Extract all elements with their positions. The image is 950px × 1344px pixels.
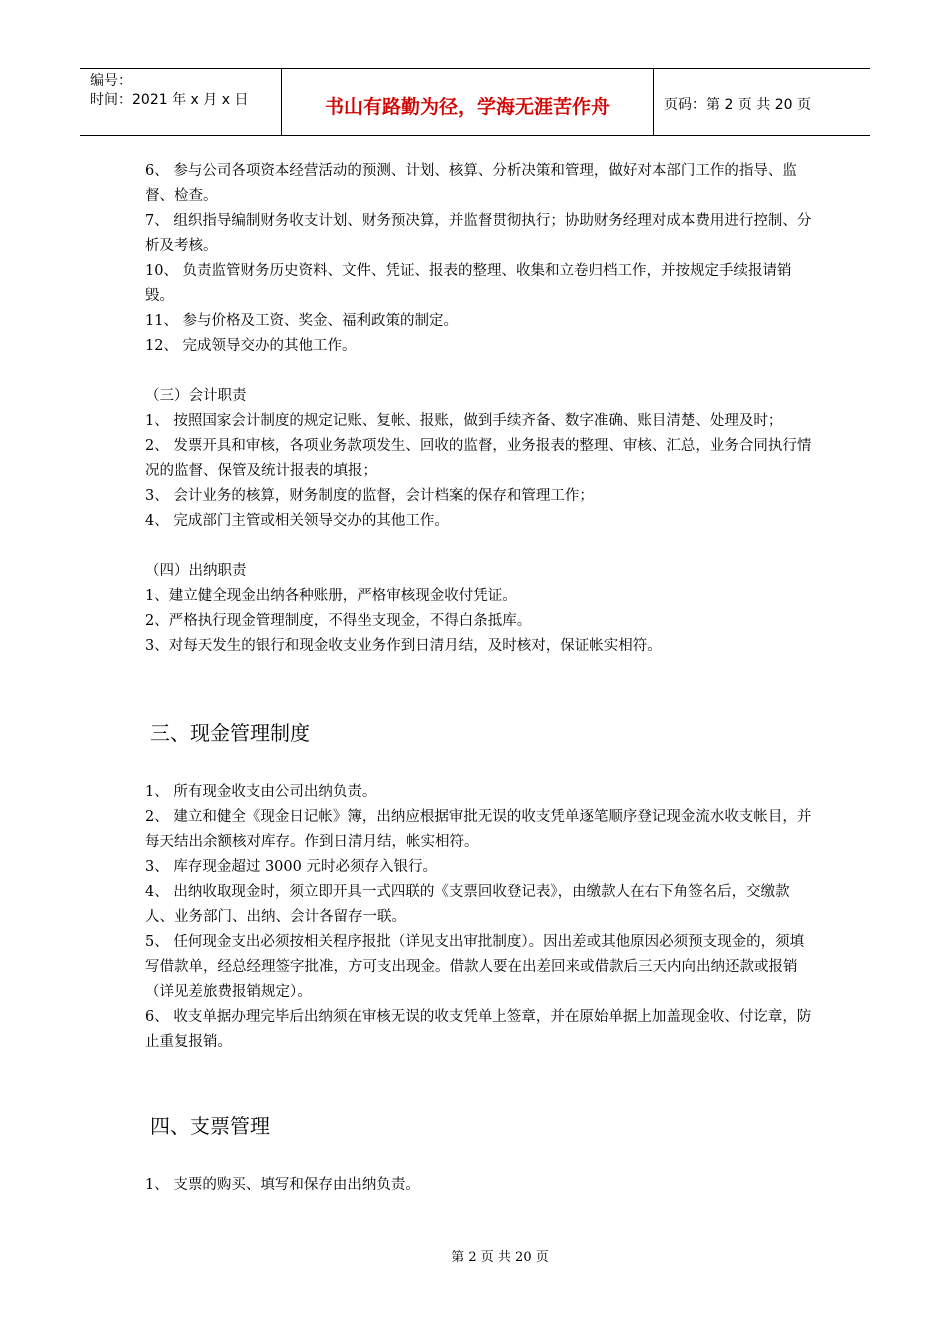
header-time: 时间：2021 年 x 月 x 日 (90, 92, 249, 108)
paragraph: 11、 参与价格及工资、奖金、福利政策的制定。 (145, 313, 459, 329)
paragraph: 2、 发票开具和审核，各项业务款项发生、回收的监督，业务报表的整理、审核、汇总，业务合同执行情况的监督、保管及统计报表的填报； (145, 438, 812, 479)
header-page: 页码：第 2 页 共 20 页 (664, 97, 811, 113)
document-header (80, 68, 870, 136)
paragraph: 1、 所有现金收支由公司出纳负责。 (145, 784, 377, 800)
paragraph: 3、 会计业务的核算，财务制度的监督，会计档案的保存和管理工作； (145, 488, 594, 504)
paragraph: 12、 完成领导交办的其他工作。 (145, 338, 357, 354)
paragraph: 3、对每天发生的银行和现金收支业务作到日清月结，及时核对，保证帐实相符。 (145, 638, 662, 654)
paragraph: 2、 建立和健全《现金日记帐》簿，出纳应根据审批无误的收支凭单逐笔顺序登记现金流水收支帐目，并每天结出余额核对库存。作到日清月结，帐实相符。 (145, 809, 812, 850)
page-footer: 第 2 页 共 20 页 (451, 1250, 549, 1265)
section-title: 三、现金管理制度 (150, 721, 310, 745)
section-title: 四、支票管理 (150, 1114, 270, 1138)
header-meta (80, 69, 282, 135)
header-number: 编号： (90, 73, 132, 89)
paragraph: 4、 出纳收取现金时，须立即开具一式四联的《支票回收登记表》，由缴款人在右下角签名后，交缴款人、业务部门、出纳、会计各留存一联。 (145, 884, 790, 925)
paragraph: 1、 按照国家会计制度的规定记账、复帐、报账，做到手续齐备、数字准确、账目清楚、处理及时； (145, 413, 783, 429)
paragraph: 4、 完成部门主管或相关领导交办的其他工作。 (145, 513, 449, 529)
header-motto: 书山有路勤为径，学海无涯苦作舟 (282, 69, 654, 135)
paragraph: 6、 参与公司各项资本经营活动的预测、计划、核算、分析决策和管理，做好对本部门工作的指导、监督、检查。 (145, 163, 797, 204)
paragraph: 6、 收支单据办理完毕后出纳须在审核无误的收支凭单上签章，并在原始单据上加盖现金收、付讫章，防止重复报销。 (145, 1009, 812, 1050)
subsection-heading: （三）会计职责 (145, 388, 247, 404)
paragraph: 10、 负责监管财务历史资料、文件、凭证、报表的整理、收集和立卷归档工作，并按规定手续报请销毁。 (145, 263, 792, 304)
paragraph: 3、 库存现金超过 3000 元时必须存入银行。 (145, 859, 437, 875)
subsection-heading: （四）出纳职责 (145, 563, 247, 579)
paragraph: 1、建立健全现金出纳各种账册，严格审核现金收付凭证。 (145, 588, 517, 604)
paragraph: 1、 支票的购买、填写和保存由出纳负责。 (145, 1177, 420, 1193)
document-body (145, 159, 815, 1198)
paragraph: 2、严格执行现金管理制度，不得坐支现金，不得白条抵库。 (145, 613, 532, 629)
paragraph: 5、 任何现金支出必须按相关程序报批（详见支出审批制度）。因出差或其他原因必须预支现金的，须填写借款单，经总经理签字批准，方可支出现金。借款人要在出差回来或借款后三天内向出纳还款或报销（详见差旅费报销规定）。 (145, 934, 805, 1000)
paragraph: 7、 组织指导编制财务收支计划、财务预决算，并监督贯彻执行；协助财务经理对成本费用进行控制、分析及考核。 (145, 213, 812, 254)
